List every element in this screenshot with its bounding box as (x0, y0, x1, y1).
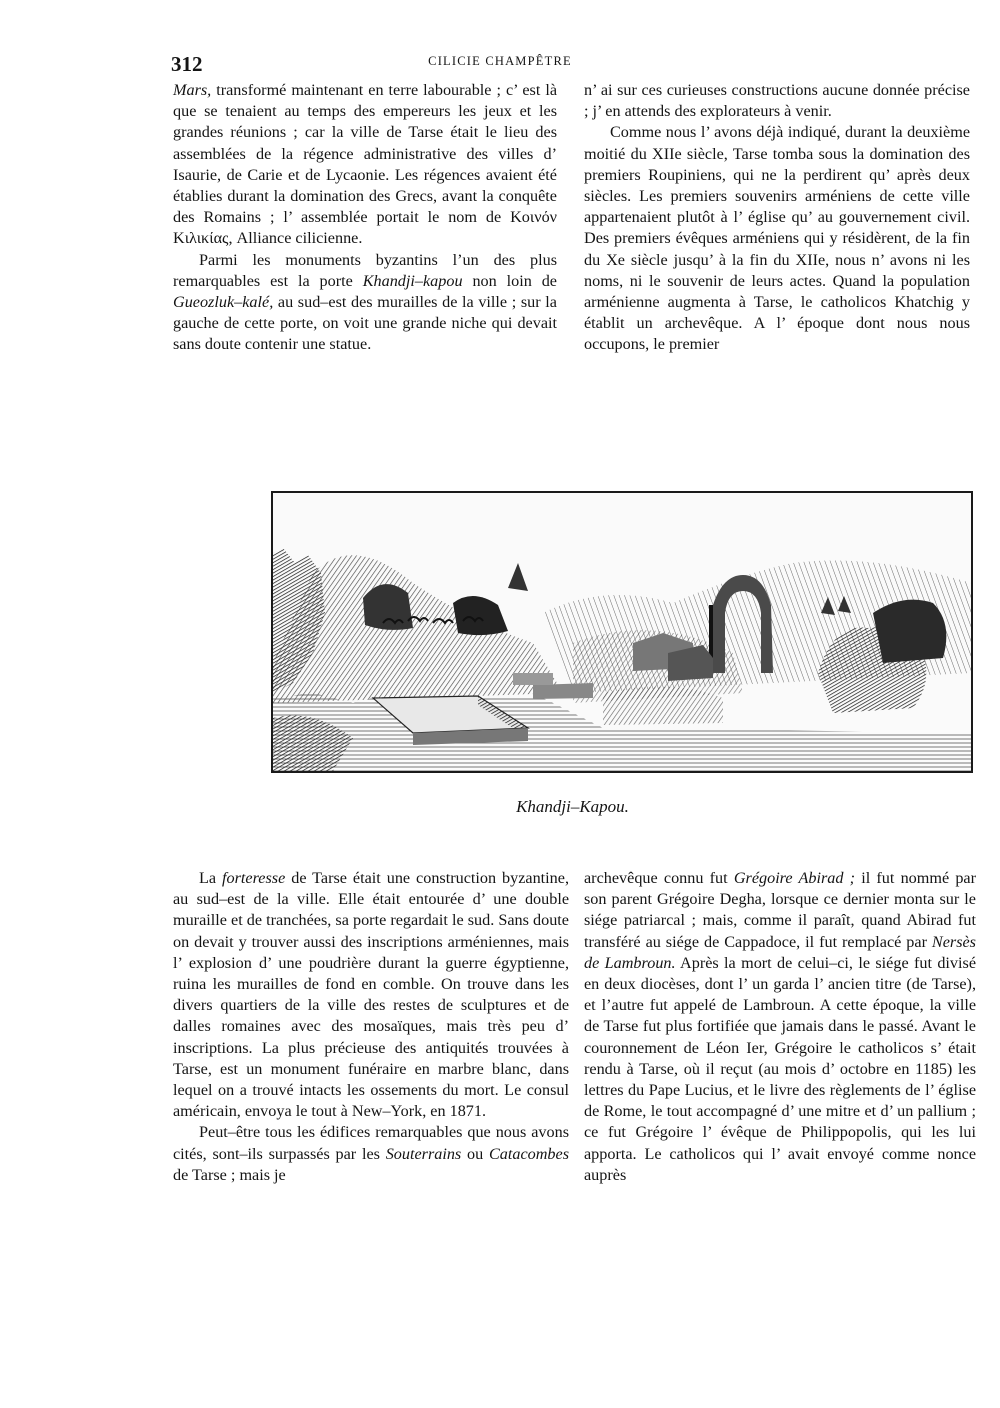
text-run: de Tarse ; mais je (173, 1165, 286, 1184)
italic-text: Catacombes (488, 1144, 569, 1163)
engraving-illustration (271, 491, 973, 773)
text-run: Peut–être tous les édifices remarquables que nous avons cités, sont–ils surpassés par les (173, 1123, 569, 1163)
italic-text: forteresse (222, 869, 286, 887)
paragraph (173, 1122, 569, 1186)
text-run: Parmi les monuments byzantins l’un des plus remarquables est la porte (173, 250, 557, 290)
italic-text: Souterrains (385, 1144, 462, 1163)
paragraph (584, 80, 970, 122)
text-run: archevêque connu fut (584, 869, 734, 887)
italic-text: Nersès de Lambroun. (584, 932, 976, 972)
paragraph (584, 122, 970, 355)
italic-text: Gueozluk–kalé, (173, 293, 274, 312)
text-run: il fut nommé par son parent Grégoire Degha, lorsque ce dernier monta sur le siége patriarcal ; mais, comme il paraît, quand Abirad fut transféré au siége de Cappadoce, il fut remplacé par (584, 869, 977, 951)
italic-text: Mars, (173, 81, 212, 99)
italic-text: Grégoire Abirad ; (733, 869, 856, 887)
column-top-right (584, 80, 970, 356)
text-run: Après la mort de celui–ci, le siége fut divisé en deux diocèses, dont l’ un garda l’ ancien titre (de Tarse), et l’autre fut appelé de Lambroun. A cette époque, la ville de Tarse fut plus fortifiée que jamais dans le passé. Avant le couronnement de Léon Ier, Grégoire le catholicos s’ était rendu à Tarse, où il reçut (au mois d’ octobre en 1185) les lettres du Pape Lucius, et le livre des règlements de l’ église de Rome, le tout accompagné d’ une mitre et d’ un pallium ; ce fut Grégoire l’ évêque de Philippopolis, qui les lui apporta. Le catholicos qui l’ avait envoyé comme nonce auprès (584, 953, 977, 1184)
column-bottom-left (173, 868, 569, 1186)
page-number: 312 (171, 52, 203, 76)
text-run: transformé maintenant en terre labourable ; c’ est là que se tenaient au temps des empereurs les jeux et les grandes réunions ; car la ville de Tarse était le lieu des assemblées de la régence administrative des villes d’ Isaurie, de Carie et de Lycaonie. Les régences avaient été établies durant la domination des Grecs, avant la conquête des Romains ; l’ assemblée portait le nom de Κοινόν Κιλικίας, Alliance cilicienne. (173, 81, 557, 248)
paragraph (173, 868, 569, 1122)
text-run: Comme nous l’ avons déjà indiqué, durant la deuxième moitié du XIIe siècle, Tarse tomba sous la domination des premiers Roupiniens, qui ne la perdirent qu’ après deux siècles. Les premiers souvenirs arméniens de cette ville appartenaient plutôt à l’ église qu’ au gouvernement civil. Des premiers évêques arméniens qui y résidèrent, de la fin du Xe siècle jusqu’ à la fin du XIIe, nous n’ avons ni les noms, ni le souvenir de leurs actes. Quand la population arménienne augmenta à Tarse, le catholicos Khatchig y établit un archevêque. A l’ époque dont nous nous occupons, le premier (584, 123, 970, 354)
text-run: de Tarse était une construction byzantine, au sud–est de la ville. Elle était entourée d’ une double muraille et de tranchées, sa porte regardait le sud. Sans doute on devait y trouver aussi des inscriptions arméniennes, mais l’ explosion d’ une poudrière durant la guerre égyptienne, ruina les murailles de fond en comble. On trouve dans les divers quartiers de la ville des restes de sculptures et de dalles romaines avec des mosaïques, mais très peu d’ inscriptions. La plus précieuse des antiquités trouvées à Tarse, est un monument funéraire en marbre blanc, dans lequel on a trouvé intacts les ossements du mort. Le consul américain, envoya le tout à New–York, en 1871. (173, 869, 570, 1121)
text-run: La (199, 869, 223, 887)
text-run: n’ ai sur ces curieuses constructions aucune donnée précise ; j’ en attends des explorateurs à venir. (584, 81, 970, 121)
paragraph (173, 80, 557, 250)
paragraph (173, 250, 557, 356)
paragraph (584, 868, 976, 1186)
running-title: CILICIE CHAMPÊTRE (428, 54, 572, 68)
column-bottom-right (584, 868, 976, 1186)
text-run: ou (461, 1144, 489, 1163)
italic-text: Khandji–kapou (362, 271, 463, 290)
figure-caption: Khandji–Kapou. (516, 797, 629, 816)
page-header (0, 48, 1000, 76)
column-top-left (173, 80, 557, 356)
text-run: au sud–est des murailles de la ville ; sur la gauche de cette porte, on voit une grande niche qui devait sans doute contenir une statue. (173, 293, 557, 354)
text-run: non loin de (462, 271, 557, 290)
